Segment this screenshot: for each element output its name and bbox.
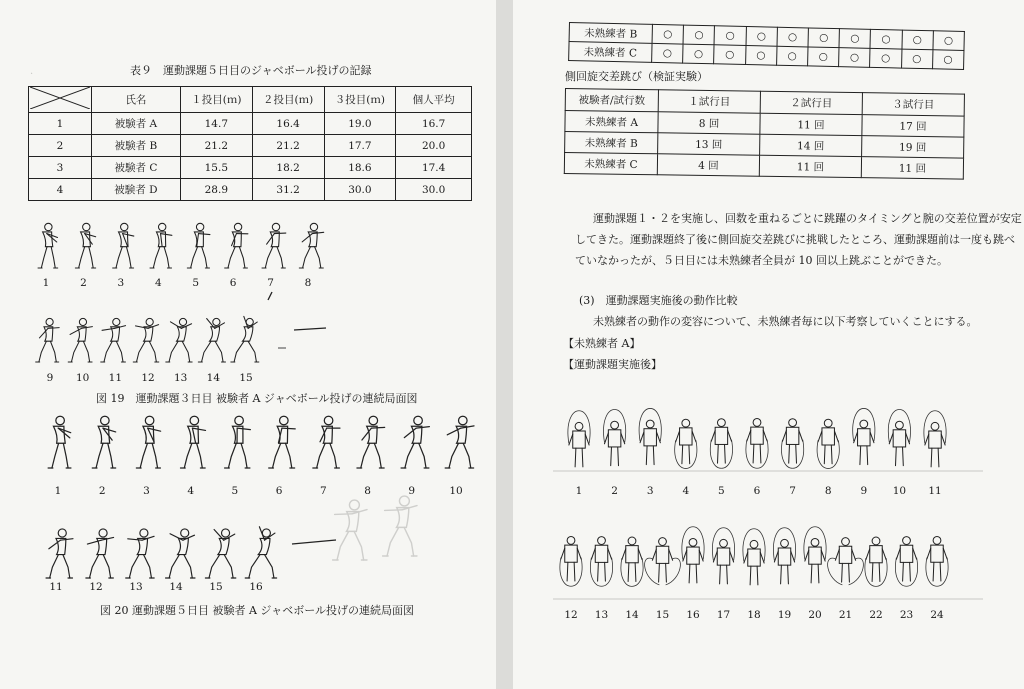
- athlete-figure: [38, 223, 58, 268]
- trial-3: 11 回: [861, 157, 963, 179]
- frame-number: 14: [206, 372, 221, 384]
- ball-trajectory-mark: [294, 328, 326, 330]
- jumper-figure: [888, 410, 910, 466]
- jumper-figure: [865, 537, 887, 586]
- frame-number: 20: [808, 609, 822, 621]
- frame-number: 7: [319, 485, 327, 497]
- athlete-figure: [198, 318, 225, 362]
- athlete-figure: [231, 316, 259, 362]
- jumper-figure: [604, 410, 626, 466]
- throw-3: 18.6: [324, 157, 396, 179]
- frame-number: 1: [54, 485, 62, 497]
- mark-cell: ○: [745, 46, 777, 66]
- phase-label: 【運動課題実施後】: [563, 358, 662, 371]
- row-label: 未熟練者 B: [569, 23, 652, 44]
- frame-number: 14: [625, 609, 639, 621]
- table9-header: ２投目(ｍ): [252, 87, 324, 113]
- frame-number: 3: [646, 485, 654, 497]
- mark-cell: ○: [870, 48, 902, 68]
- frame-number: 12: [89, 581, 103, 593]
- athlete-figure: [86, 529, 114, 578]
- mark-cell: ○: [839, 29, 871, 49]
- trial-1: 4 回: [657, 154, 759, 176]
- athlete-figure: [262, 223, 286, 268]
- mark-cell: ○: [808, 28, 840, 48]
- average: 16.7: [396, 113, 472, 135]
- athlete-figure: [187, 223, 210, 268]
- frame-number: 17: [716, 609, 731, 621]
- fig19-caption: 図 19 運動課題３日目 被験者 A ジャベボール投げの連続局面図: [96, 392, 418, 405]
- fig20-caption: 図 20 運動課題５日目 被験者 A ジャベボール投げの連続局面図: [100, 604, 414, 617]
- left-page: [0, 0, 496, 689]
- jump-sequence-figures: [513, 0, 1024, 689]
- mark-cell: ○: [901, 49, 933, 69]
- athlete-figure: [136, 416, 160, 468]
- subject-name: 被験者 B: [91, 135, 180, 157]
- frame-number: 12: [141, 372, 155, 384]
- frame-number: 7: [789, 485, 796, 497]
- throw-3: 17.7: [324, 135, 396, 157]
- trial-2: 11 回: [759, 155, 861, 177]
- row-number: 1: [29, 113, 92, 135]
- table9-caption: 表９ 運動課題５日目のジャベボール投げの記録: [130, 64, 372, 77]
- subject-name: 未熟練者 B: [565, 132, 658, 154]
- jumper-figure: [682, 527, 704, 583]
- jumper-figure: [782, 419, 804, 469]
- frame-number: 1: [42, 277, 50, 289]
- throw-2: 31.2: [252, 179, 324, 201]
- table9-header: １投目(ｍ): [180, 87, 252, 113]
- trial-3: 17 回: [862, 115, 964, 137]
- athlete-figure: [180, 416, 205, 468]
- frame-number: 4: [682, 485, 690, 497]
- mark-cell: ○: [776, 46, 808, 66]
- jumper-figure: [590, 537, 612, 587]
- frame-number: 15: [655, 609, 670, 621]
- jumper-figure: [712, 528, 734, 584]
- mark-cell: ○: [901, 30, 933, 50]
- frame-number: 3: [143, 485, 150, 497]
- athlete-figure: [269, 416, 295, 468]
- frame-number: 6: [229, 277, 237, 289]
- jumper-figure: [828, 538, 864, 585]
- throw-2: 18.2: [252, 157, 324, 179]
- mark-cell: ○: [932, 50, 964, 70]
- subject-name: 被験者 A: [91, 113, 180, 135]
- frame-number: 5: [231, 485, 239, 497]
- frame-number: 13: [173, 372, 188, 384]
- frame-number: 15: [239, 372, 253, 384]
- paragraph-line: 運動課題１・２を実施し、回数を重ねるごとに跳躍のタイミングと腕の交差位置が安定: [593, 212, 1022, 225]
- jumper-figure: [924, 411, 946, 467]
- mark-cell: ○: [839, 48, 871, 68]
- table9-header: 氏名: [91, 87, 180, 113]
- athlete-figure: [245, 527, 276, 578]
- frame-number: 23: [899, 609, 914, 621]
- mark-cell: ○: [683, 25, 715, 45]
- trial-2: 14 回: [760, 134, 862, 156]
- athlete-figure: [225, 416, 251, 468]
- bleed-through-figure: [383, 496, 417, 556]
- bleed-through-text: .: [30, 66, 34, 77]
- verification-header: ２試行目: [760, 91, 862, 114]
- paragraph-line: ていなかったが、５日目には未熟練者全員が 10 回以上跳ぶことができた。: [575, 254, 948, 267]
- verification-header: ３試行目: [862, 93, 964, 116]
- jumper-figure: [568, 411, 590, 467]
- row-number: 3: [29, 157, 92, 179]
- frame-number: 4: [187, 485, 195, 497]
- subject-name: 未熟練者 A: [565, 111, 658, 133]
- frame-number: 8: [824, 485, 832, 497]
- jumper-figure: [621, 537, 643, 586]
- mark-cell: ○: [652, 24, 684, 44]
- athlete-figure: [68, 318, 92, 362]
- subject-name: 被験者 C: [91, 157, 180, 179]
- athlete-figure: [48, 416, 71, 468]
- mark-cell: ○: [714, 26, 746, 46]
- athlete-figure: [75, 223, 95, 268]
- frame-number: 13: [594, 609, 609, 621]
- athlete-figure: [113, 223, 134, 268]
- frame-number: 14: [169, 581, 183, 593]
- athlete-figure: [313, 416, 340, 468]
- athlete-figure: [166, 318, 192, 362]
- throw-sequence-figures: [0, 0, 496, 689]
- throw-3: 30.0: [324, 179, 396, 201]
- frame-number: 11: [49, 581, 63, 593]
- frame-number: 1: [575, 485, 583, 497]
- athlete-figure: [126, 529, 154, 578]
- athlete-figure: [101, 318, 126, 362]
- athlete-figure: [205, 529, 235, 578]
- frame-number: 9: [46, 372, 54, 384]
- athlete-figure: [445, 416, 474, 468]
- mark-cell: ○: [870, 29, 902, 49]
- throw-1: 28.9: [180, 179, 252, 201]
- mark-cell: ○: [683, 44, 715, 64]
- frame-number: 6: [275, 485, 283, 497]
- subject-name: 未熟練者 C: [564, 153, 657, 175]
- frame-number: 8: [364, 485, 371, 497]
- mark-cell: ○: [808, 47, 840, 67]
- jumper-figure: [773, 528, 795, 584]
- table9-header: 個人平均: [396, 87, 472, 113]
- trial-3: 19 回: [862, 136, 964, 158]
- trial-2: 11 回: [760, 113, 862, 135]
- throw-2: 16.4: [252, 113, 324, 135]
- frame-number: 24: [930, 609, 944, 621]
- table9-header: ３投目(ｍ): [324, 87, 396, 113]
- verification-header: １試行目: [658, 90, 760, 113]
- frame-number: 11: [928, 485, 942, 497]
- athlete-figure: [333, 500, 367, 560]
- athlete-figure: [383, 496, 417, 556]
- jumper-figure: [639, 408, 661, 464]
- row-number: 2: [29, 135, 92, 157]
- jumper-figure: [804, 527, 826, 583]
- frame-number: 5: [192, 277, 200, 289]
- jumper-figure: [560, 537, 582, 587]
- frame-number: 5: [718, 485, 725, 497]
- frame-number: 21: [838, 609, 853, 621]
- throw-1: 21.2: [180, 135, 252, 157]
- paragraph-line: してきた。運動課題終了後に側回旋交差跳びに挑戦したところ、運動課題前は一度も跳べ: [575, 233, 1015, 246]
- average: 20.0: [396, 135, 472, 157]
- section-heading: (3) 運動課題実施後の動作比較: [579, 294, 738, 307]
- average: 17.4: [396, 157, 472, 179]
- frame-number: 3: [117, 277, 125, 289]
- frame-number: 7: [267, 277, 274, 289]
- right-page: [513, 0, 1024, 689]
- jumper-figure: [817, 419, 839, 468]
- frame-number: 16: [686, 609, 700, 621]
- row-number: 4: [29, 179, 92, 201]
- frame-number: 4: [154, 277, 162, 289]
- mark-cell: ○: [652, 43, 684, 63]
- frame-number: 15: [209, 581, 223, 593]
- jumper-figure: [746, 419, 768, 469]
- frame-number: 13: [129, 581, 143, 593]
- jumper-figure: [926, 537, 948, 587]
- frame-number: 9: [860, 485, 868, 497]
- athlete-figure: [357, 416, 385, 468]
- bleed-through-figure: [333, 500, 367, 560]
- page-gutter: [496, 0, 513, 689]
- athlete-figure: [225, 223, 248, 268]
- jumper-figure: [645, 538, 681, 585]
- frame-number: 6: [753, 485, 761, 497]
- section-text: 未熟練者の動作の変容について、未熟練者毎に以下考察していくことにする。: [593, 315, 978, 328]
- trial-1: 13 回: [658, 133, 760, 155]
- mark-cell: ○: [746, 27, 778, 47]
- frame-number: 11: [108, 372, 123, 384]
- mark-cell: ○: [777, 27, 809, 47]
- ball-mark: [268, 292, 272, 300]
- frame-number: 2: [611, 485, 618, 497]
- athlete-figure: [36, 318, 59, 362]
- average: 30.0: [396, 179, 472, 201]
- frame-number: 2: [98, 485, 106, 497]
- verification-caption: 側回旋交差跳び（検証実験）: [565, 70, 708, 83]
- throw-1: 14.7: [180, 113, 252, 135]
- athlete-figure: [401, 416, 429, 468]
- athlete-figure: [133, 318, 159, 362]
- trial-1: 8 回: [658, 112, 760, 134]
- subject-name: 被験者 D: [91, 179, 180, 201]
- athlete-figure: [299, 223, 323, 268]
- jumper-figure: [853, 408, 875, 464]
- athlete-figure: [46, 529, 73, 578]
- frame-number: 12: [564, 609, 578, 621]
- subject-label: 【未熟練者 A】: [563, 337, 641, 350]
- frame-number: 10: [75, 372, 90, 384]
- jumper-figure: [710, 419, 732, 469]
- row-label: 未熟練者 C: [569, 42, 652, 63]
- jumper-figure: [675, 419, 697, 468]
- mark-cell: ○: [933, 31, 965, 51]
- athlete-figure: [166, 529, 195, 578]
- jumper-figure: [895, 537, 917, 587]
- frame-number: 19: [777, 609, 792, 621]
- throw-3: 19.0: [324, 113, 396, 135]
- mark-cell: ○: [714, 45, 746, 65]
- jumper-figure: [743, 529, 765, 585]
- throw-2: 21.2: [252, 135, 324, 157]
- frame-number: 16: [249, 581, 263, 593]
- verification-header: 被験者/試行数: [565, 89, 658, 112]
- frame-number: 18: [747, 609, 761, 621]
- frame-number: 10: [449, 485, 463, 497]
- throw-1: 15.5: [180, 157, 252, 179]
- frame-number: 2: [80, 277, 87, 289]
- athlete-figure: [150, 223, 172, 268]
- athlete-figure: [92, 416, 115, 468]
- frame-number: 8: [304, 277, 312, 289]
- frame-number: 9: [408, 485, 416, 497]
- frame-number: 10: [892, 485, 907, 497]
- ball-trajectory-mark: [292, 540, 336, 544]
- frame-number: 22: [869, 609, 883, 621]
